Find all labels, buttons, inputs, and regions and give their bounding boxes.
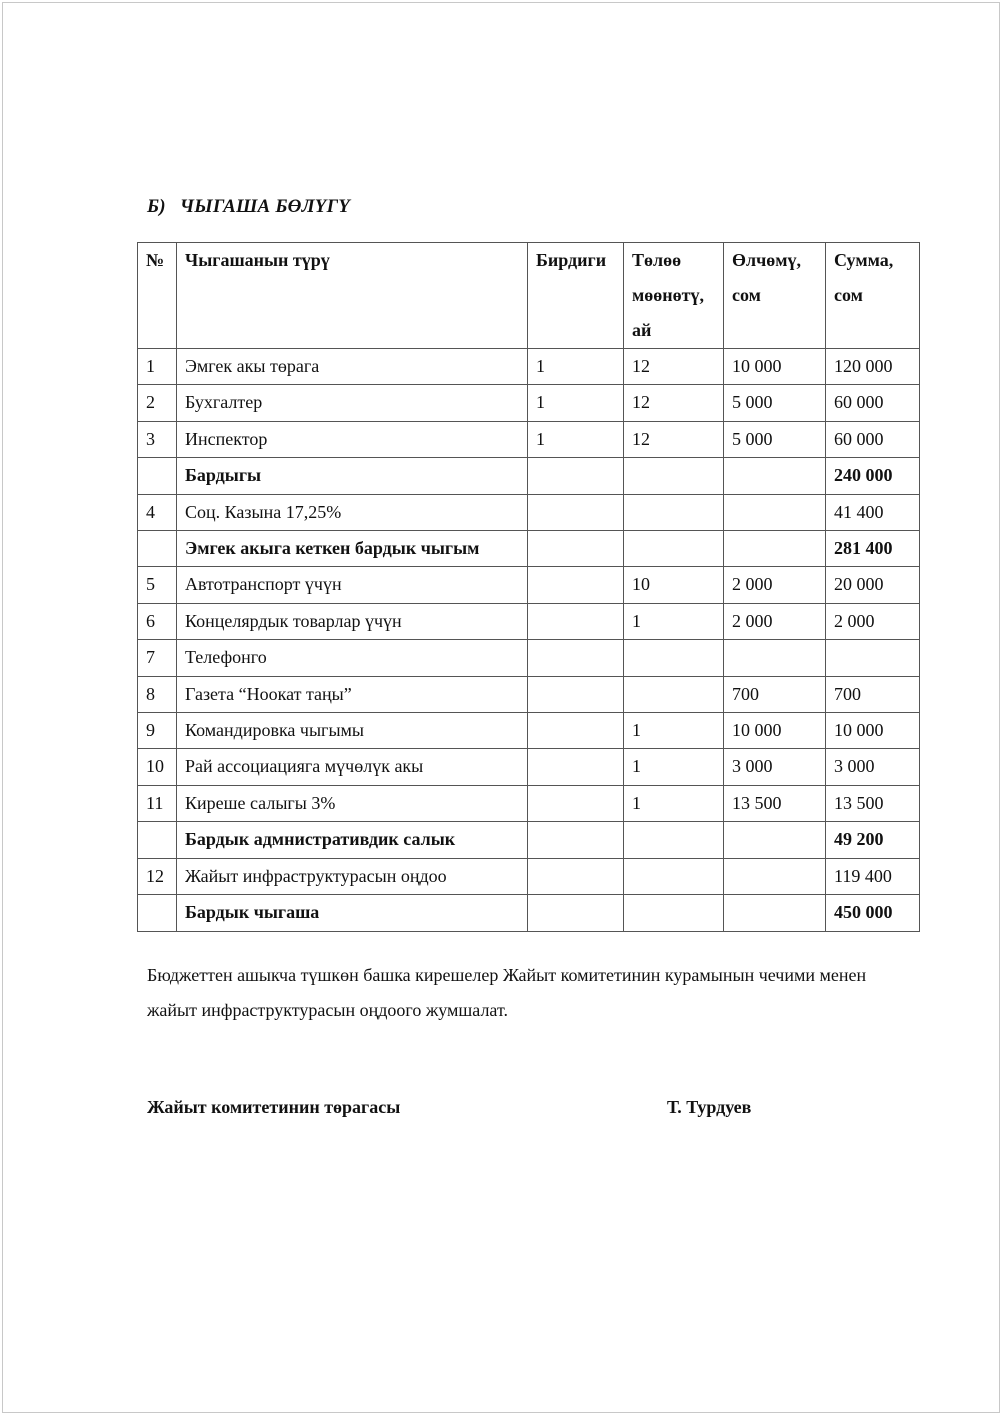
header-period: Төлөө мөөнөтү, ай	[624, 243, 724, 349]
row-unit: 1	[528, 349, 624, 385]
row-number: 4	[138, 494, 177, 530]
row-number	[138, 895, 177, 931]
row-sum: 2 000	[826, 603, 920, 639]
row-period: 1	[624, 749, 724, 785]
row-period: 12	[624, 385, 724, 421]
row-sum: 60 000	[826, 385, 920, 421]
table-total-row	[138, 895, 920, 931]
row-expense-type: Киреше салыгы 3%	[177, 785, 528, 821]
row-sum	[826, 640, 920, 676]
table-row	[138, 567, 920, 603]
row-number: 7	[138, 640, 177, 676]
header-expense-type: Чыгашанын түрү	[177, 243, 528, 349]
row-unit	[528, 676, 624, 712]
row-amount	[724, 494, 826, 530]
table-row	[138, 676, 920, 712]
row-amount: 10 000	[724, 349, 826, 385]
table-row	[138, 785, 920, 821]
row-number: 1	[138, 349, 177, 385]
row-unit	[528, 603, 624, 639]
row-number: 8	[138, 676, 177, 712]
row-expense-type: Бардык чыгаша	[177, 895, 528, 931]
row-unit	[528, 531, 624, 567]
row-expense-type: Эмгек акыга кеткен бардык чыгым	[177, 531, 528, 567]
row-sum: 41 400	[826, 494, 920, 530]
row-sum: 119 400	[826, 858, 920, 894]
row-unit: 1	[528, 421, 624, 457]
row-period: 10	[624, 567, 724, 603]
row-expense-type: Командировка чыгымы	[177, 713, 528, 749]
row-sum: 3 000	[826, 749, 920, 785]
row-number: 9	[138, 713, 177, 749]
row-number: 6	[138, 603, 177, 639]
row-expense-type: Соц. Казына 17,25%	[177, 494, 528, 530]
table-row	[138, 858, 920, 894]
table-row	[138, 385, 920, 421]
row-expense-type: Бухгалтер	[177, 385, 528, 421]
row-amount	[724, 531, 826, 567]
section-heading: ЧЫГАША БӨЛҮГҮ	[179, 196, 351, 217]
row-unit: 1	[528, 385, 624, 421]
row-expense-type: Жайыт инфраструктурасын оңдоо	[177, 858, 528, 894]
row-unit	[528, 713, 624, 749]
row-amount: 5 000	[724, 421, 826, 457]
table-header-row	[138, 243, 920, 349]
row-expense-type: Эмгек акы төрага	[177, 349, 528, 385]
row-period	[624, 640, 724, 676]
table-row	[138, 713, 920, 749]
row-number	[138, 458, 177, 494]
table-row	[138, 421, 920, 457]
row-amount: 5 000	[724, 385, 826, 421]
section-title	[147, 196, 350, 218]
row-amount: 13 500	[724, 785, 826, 821]
budget-note: Бюджеттен ашыкча түшкөн башка кирешелер Жайыт комитетинин курамынын чечими менен жайыт инфраструктурасын оңдоого жумшалат.	[147, 965, 867, 1020]
row-period	[624, 858, 724, 894]
table-row	[138, 494, 920, 530]
row-unit	[528, 785, 624, 821]
row-expense-type: Автотранспорт үчүн	[177, 567, 528, 603]
row-sum: 700	[826, 676, 920, 712]
row-period	[624, 531, 724, 567]
row-expense-type: Бардыгы	[177, 458, 528, 494]
row-unit	[528, 494, 624, 530]
row-sum: 20 000	[826, 567, 920, 603]
row-sum: 450 000	[826, 895, 920, 931]
row-sum: 49 200	[826, 822, 920, 858]
row-unit	[528, 895, 624, 931]
row-sum: 281 400	[826, 531, 920, 567]
row-number: 12	[138, 858, 177, 894]
row-sum: 13 500	[826, 785, 920, 821]
row-unit	[528, 822, 624, 858]
row-sum: 240 000	[826, 458, 920, 494]
signature-name: Т. Турдуев	[667, 1097, 752, 1117]
header-unit: Бирдиги	[528, 243, 624, 349]
row-expense-type: Инспектор	[177, 421, 528, 457]
table-total-row	[138, 458, 920, 494]
row-expense-type: Бардык адмнистративдик салык	[177, 822, 528, 858]
row-number	[138, 531, 177, 567]
header-sum: Сумма, сом	[826, 243, 920, 349]
row-period	[624, 458, 724, 494]
table-body	[138, 349, 920, 932]
row-period	[624, 822, 724, 858]
row-number	[138, 822, 177, 858]
row-amount	[724, 640, 826, 676]
row-sum: 120 000	[826, 349, 920, 385]
row-unit	[528, 567, 624, 603]
row-number: 2	[138, 385, 177, 421]
table-total-row	[138, 822, 920, 858]
row-number: 5	[138, 567, 177, 603]
row-amount	[724, 858, 826, 894]
table-total-row	[138, 531, 920, 567]
row-amount	[724, 895, 826, 931]
row-unit	[528, 858, 624, 894]
row-expense-type: Концелярдык товарлар үчүн	[177, 603, 528, 639]
row-expense-type: Телефонго	[177, 640, 528, 676]
row-amount: 2 000	[724, 567, 826, 603]
expenses-table	[137, 242, 920, 932]
row-amount: 10 000	[724, 713, 826, 749]
row-number: 10	[138, 749, 177, 785]
row-sum: 60 000	[826, 421, 920, 457]
signature-position: Жайыт комитетинин төрагасы	[147, 1097, 401, 1117]
row-number: 11	[138, 785, 177, 821]
row-amount: 2 000	[724, 603, 826, 639]
row-expense-type: Рай ассоциацияга мүчөлүк акы	[177, 749, 528, 785]
row-period	[624, 895, 724, 931]
table-row	[138, 349, 920, 385]
header-number: №	[138, 243, 177, 349]
table-row	[138, 603, 920, 639]
table-row	[138, 640, 920, 676]
row-period: 12	[624, 349, 724, 385]
row-period: 1	[624, 785, 724, 821]
row-unit	[528, 749, 624, 785]
header-amount: Өлчөмү, сом	[724, 243, 826, 349]
row-expense-type: Газета “Ноокат таңы”	[177, 676, 528, 712]
table-row	[138, 749, 920, 785]
row-amount: 700	[724, 676, 826, 712]
row-amount	[724, 458, 826, 494]
row-period	[624, 676, 724, 712]
row-unit	[528, 640, 624, 676]
row-period: 1	[624, 603, 724, 639]
section-label: Б)	[147, 196, 166, 217]
row-period	[624, 494, 724, 530]
row-amount: 3 000	[724, 749, 826, 785]
row-unit	[528, 458, 624, 494]
row-period: 1	[624, 713, 724, 749]
row-number: 3	[138, 421, 177, 457]
row-period: 12	[624, 421, 724, 457]
row-sum: 10 000	[826, 713, 920, 749]
row-amount	[724, 822, 826, 858]
